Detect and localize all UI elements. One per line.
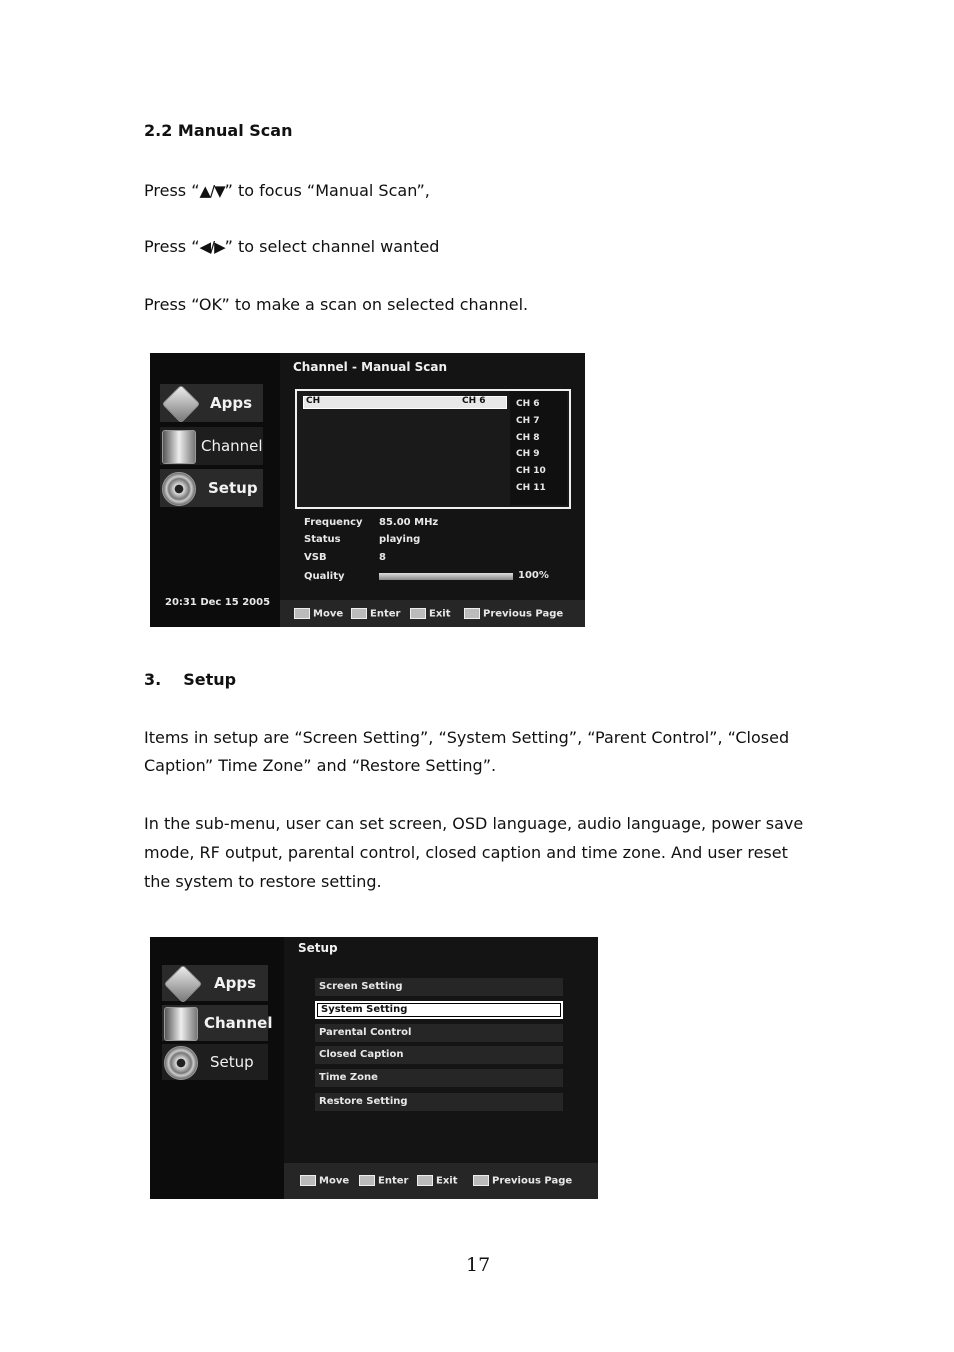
footer-previous-label: Previous Page <box>492 1175 573 1187</box>
previous-key-icon <box>464 608 480 619</box>
setup-para1-line2: Caption” Time Zone” and “Restore Setting”. <box>144 756 497 775</box>
menu-item-setup-label: Setup <box>210 1053 254 1071</box>
speaker-icon <box>162 430 196 464</box>
channel-list-item[interactable]: CH 9 <box>516 449 540 459</box>
channel-list-item[interactable]: CH 6 <box>516 399 540 409</box>
instruction-focus-post: ” to focus “Manual Scan”, <box>224 181 430 200</box>
instruction-focus <box>144 176 430 206</box>
instruction-focus-pre: Press “ <box>144 181 200 200</box>
vsb-label: VSB <box>304 552 327 563</box>
quality-label: Quality <box>304 571 345 582</box>
channel-list-item[interactable]: CH 11 <box>516 483 546 493</box>
status-value: playing <box>379 534 421 545</box>
move-key-icon <box>300 1175 316 1186</box>
setup-para2-line1: In the sub-menu, user can set screen, OSD language, audio language, power save <box>144 814 804 833</box>
channel-list-item[interactable]: CH 10 <box>516 466 546 476</box>
box-icon <box>164 965 202 1003</box>
setup-item-parental-control[interactable]: Parental Control <box>315 1024 563 1042</box>
datetime: 20:31 Dec 15 2005 <box>165 597 271 608</box>
channel-selector-value: CH 6 <box>462 396 486 406</box>
gear-icon <box>162 472 196 506</box>
screen-title: Channel - Manual Scan <box>293 360 448 374</box>
main-menu-panel <box>150 353 280 627</box>
box-icon <box>162 385 200 423</box>
section-heading-manual-scan: 2.2 Manual Scan <box>144 121 293 140</box>
manual-scan-screenshot <box>150 353 585 627</box>
footer-enter-label: Enter <box>370 608 401 620</box>
quality-value: 100% <box>518 570 549 581</box>
menu-item-apps[interactable] <box>160 384 263 422</box>
instruction-select-pre: Press “ <box>144 237 200 256</box>
footer-move-label: Move <box>313 608 344 620</box>
quality-bar <box>379 573 513 580</box>
screen-title: Setup <box>298 941 338 955</box>
channel-list <box>510 391 567 505</box>
setup-item-closed-caption[interactable]: Closed Caption <box>315 1046 563 1064</box>
footer-exit-label: Exit <box>429 608 451 620</box>
footer-move <box>294 608 343 620</box>
menu-item-apps-label: Apps <box>214 974 257 992</box>
move-key-icon <box>294 608 310 619</box>
menu-item-apps-label: Apps <box>210 394 253 412</box>
footer-exit-label: Exit <box>436 1175 458 1187</box>
frequency-value: 85.00 MHz <box>379 517 439 528</box>
footer-exit <box>410 608 451 620</box>
footer-enter <box>359 1175 408 1187</box>
setup-para2-line3: the system to restore setting. <box>144 872 382 891</box>
footer-previous <box>464 608 563 620</box>
setup-item-screen-setting[interactable]: Screen Setting <box>315 978 563 996</box>
page-number: 17 <box>466 1254 491 1276</box>
setup-item-system-setting[interactable]: System Setting <box>315 1001 563 1019</box>
setup-para1-line1: Items in setup are “Screen Setting”, “System Setting”, “Parent Control”, “Closed <box>144 728 790 747</box>
setup-para2-line2: mode, RF output, parental control, closed caption and time zone. And user reset <box>144 843 788 862</box>
setup-screenshot <box>150 937 598 1199</box>
footer-bar <box>284 1163 598 1199</box>
vsb-value: 8 <box>379 552 386 563</box>
setup-item-time-zone[interactable]: Time Zone <box>315 1069 563 1087</box>
section-heading-setup <box>144 670 236 689</box>
channel-selector[interactable] <box>303 396 507 409</box>
footer-enter <box>351 608 400 620</box>
menu-item-setup[interactable] <box>160 469 263 507</box>
section-number: 3. <box>144 670 162 689</box>
setup-item-restore-setting[interactable]: Restore Setting <box>315 1093 563 1111</box>
channel-scan-box <box>295 389 571 509</box>
footer-bar <box>280 600 585 627</box>
instruction-select-post: ” to select channel wanted <box>224 237 440 256</box>
exit-key-icon <box>417 1175 433 1186</box>
menu-item-channel[interactable] <box>160 427 263 465</box>
menu-item-apps[interactable] <box>162 965 268 1001</box>
channel-list-item[interactable]: CH 7 <box>516 416 540 426</box>
footer-previous-label: Previous Page <box>483 608 564 620</box>
previous-key-icon <box>473 1175 489 1186</box>
section-title: Setup <box>183 670 237 689</box>
channel-selector-label: CH <box>306 396 321 406</box>
menu-item-setup-label: Setup <box>208 479 258 497</box>
menu-item-channel-label: Channel <box>201 437 263 455</box>
frequency-label: Frequency <box>304 517 363 528</box>
exit-key-icon <box>410 608 426 619</box>
left-right-arrows-icon: ◀/▶ <box>199 238 225 256</box>
enter-key-icon <box>351 608 367 619</box>
menu-item-channel-label: Channel <box>204 1014 273 1032</box>
speaker-icon <box>164 1007 198 1041</box>
menu-item-channel[interactable] <box>162 1005 273 1041</box>
menu-item-setup[interactable] <box>162 1044 268 1080</box>
status-label: Status <box>304 534 341 545</box>
enter-key-icon <box>359 1175 375 1186</box>
instruction-scan: Press “OK” to make a scan on selected channel. <box>144 295 529 314</box>
footer-enter-label: Enter <box>378 1175 409 1187</box>
footer-previous <box>473 1175 572 1187</box>
instruction-select <box>144 232 439 262</box>
quality-bar-fill <box>379 573 513 580</box>
footer-exit <box>417 1175 458 1187</box>
channel-list-item[interactable]: CH 8 <box>516 433 540 443</box>
up-down-arrows-icon: ▲/▼ <box>199 182 225 200</box>
footer-move-label: Move <box>319 1175 350 1187</box>
footer-move <box>300 1175 349 1187</box>
gear-icon <box>164 1046 198 1080</box>
main-menu-panel <box>150 937 284 1199</box>
